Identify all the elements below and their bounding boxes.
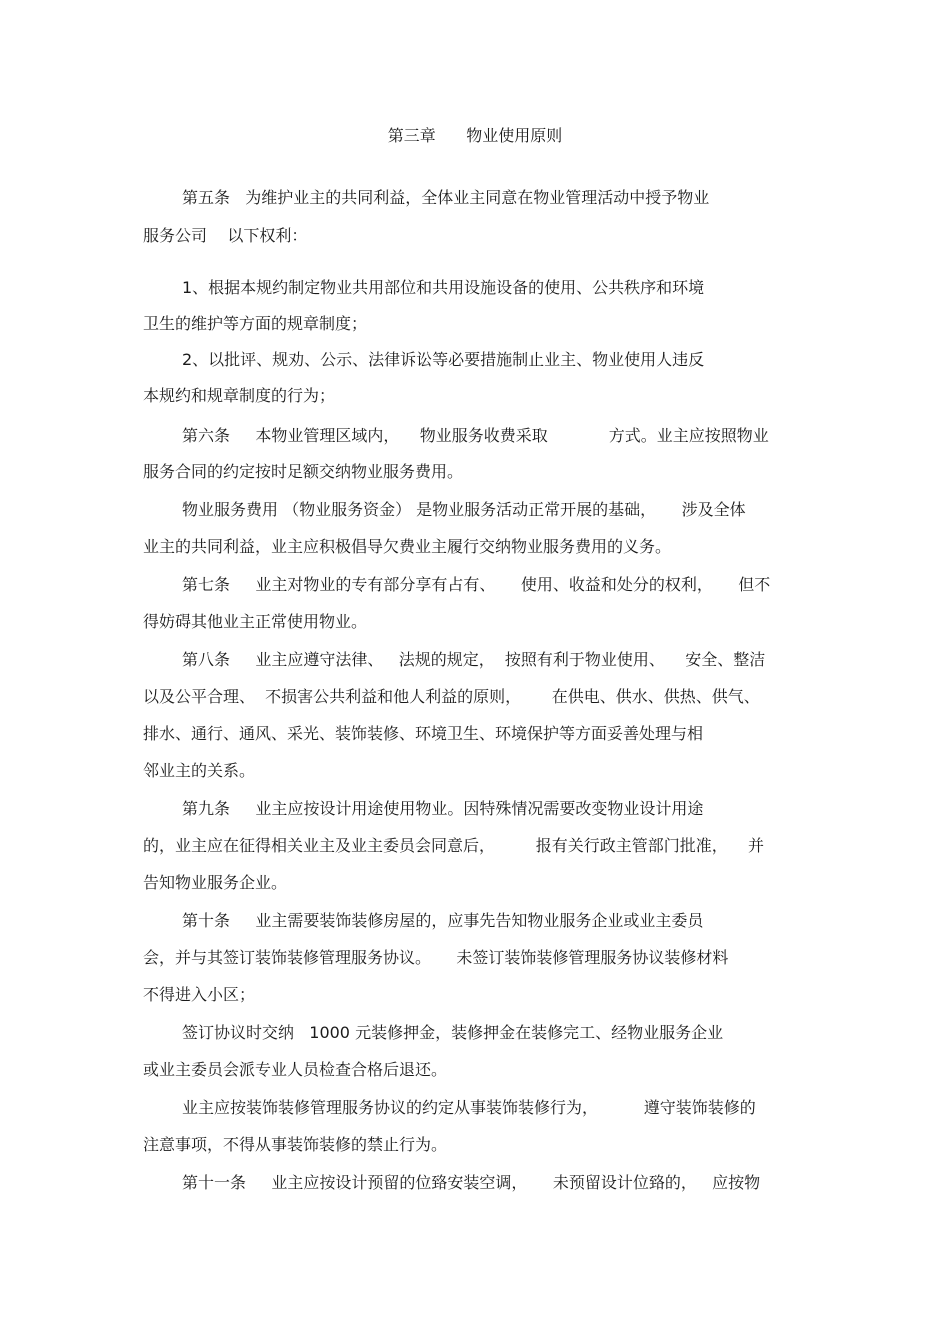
text-line: 第九条 业主应按设计用途使用物业。因特殊情况需要改变物业设计用途 [182, 799, 704, 818]
text-line: 第十一条 业主应按设计预留的位臵安装空调， 未预留设计位臵的， 应按物 [182, 1173, 761, 1192]
text-line: 不得进入小区； [143, 985, 256, 1004]
text-line: 邻业主的关系。 [143, 761, 256, 780]
text-line: 签订协议时交纳 1000 元装修押金，装修押金在装修完工、经物业服务企业 [182, 1023, 724, 1042]
text-line: 本规约和规章制度的行为； [143, 386, 336, 405]
text-line: 以及公平合理、 不损害公共利益和他人利益的原则， 在供电、供水、供热、供气、 [143, 687, 760, 706]
text-line: 业主的共同利益，业主应积极倡导欠费业主履行交纳物业服务费用的义务。 [143, 537, 672, 556]
text-line: 第八条 业主应遵守法律、 法规的规定， 按照有利于物业使用、 安全、整洁 [182, 650, 766, 669]
text-line: 服务合同的约定按时足额交纳物业服务费用。 [143, 462, 464, 481]
text-line: 第五条 为维护业主的共同利益，全体业主同意在物业管理活动中授予物业 [182, 188, 710, 207]
text-line: 告知物业服务企业。 [143, 873, 288, 892]
text-line: 注意事项，不得从事装饰装修的禁止行为。 [143, 1135, 448, 1154]
chapter-title: 第三章 物业使用原则 [387, 126, 563, 145]
text-line: 卫生的维护等方面的规章制度； [143, 314, 368, 333]
text-line: 业主应按装饰装修管理服务协议的约定从事装饰装修行为， 遵守装饰装修的 [182, 1098, 756, 1117]
text-line: 排水、通行、通风、采光、装饰装修、环境卫生、环境保护等方面妥善处理与相 [143, 724, 704, 743]
text-line: 第七条 业主对物业的专有部分享有占有、 使用、收益和处分的权利， 但不 [182, 575, 771, 594]
text-line: 第十条 业主需要装饰装修房屋的，应事先告知物业服务企业或业主委员 [182, 911, 704, 930]
text-line: 服务公司 以下权利： [143, 226, 308, 245]
text-line: 得妨碍其他业主正常使用物业。 [143, 612, 368, 631]
text-line: 的，业主应在征得相关业主及业主委员会同意后， 报有关行政主管部门批准， 并 [143, 836, 765, 855]
text-line: 物业服务费用 （物业服务资金） 是物业服务活动正常开展的基础， 涉及全体 [182, 500, 746, 519]
text-line: 1、根据本规约制定物业共用部位和共用设施设备的使用、公共秩序和环境 [182, 278, 705, 297]
text-line: 或业主委员会派专业人员检查合格后退还。 [143, 1060, 448, 1079]
text-line: 第六条 本物业管理区域内， 物业服务收费采取 方式。业主应按照物业 [182, 426, 769, 445]
text-line: 会，并与其签订装饰装修管理服务协议。 未签订装饰装修管理服务协议装修材料 [143, 948, 729, 967]
text-line: 2、以批评、规劝、公示、法律诉讼等必要措施制止业主、物业使用人违反 [182, 350, 705, 369]
